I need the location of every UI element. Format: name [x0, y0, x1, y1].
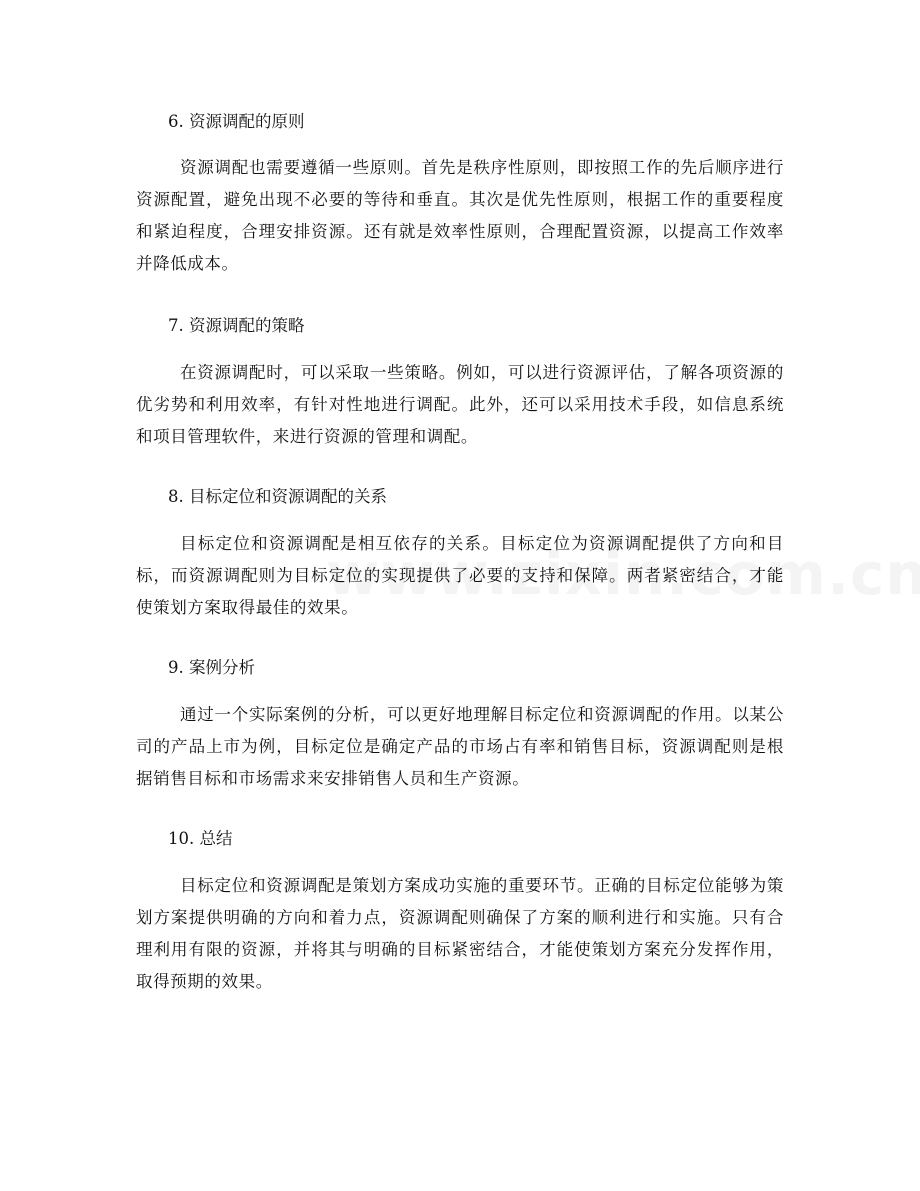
section-body-10: 目标定位和资源调配是策划方案成功实施的重要环节。正确的目标定位能够为策划方案提供明确的方向和着力点，资源调配则确保了方案的顺利进行和实施。只有合理利用有限的资源，并将其与明确的目标紧密结合，才能使策划方案充分发挥作用，取得预期的效果。 — [136, 876, 784, 991]
section-body-7: 在资源调配时，可以采取一些策略。例如，可以进行资源评估，了解各项资源的优劣势和利用效率，有针对性地进行调配。此外，还可以采用技术手段，如信息系统和项目管理软件，来进行资源的管理和调配。 — [136, 363, 784, 446]
section-body-9: 通过一个实际案例的分析，可以更好地理解目标定位和资源调配的作用。以某公司的产品上市为例，目标定位是确定产品的市场占有率和销售目标，资源调配则是根据销售目标和市场需求来安排销售人员和生产资源。 — [136, 705, 784, 788]
section-heading-7: 7. 资源调配的策略 — [168, 316, 305, 335]
section-body-6: 资源调配也需要遵循一些原则。首先是秩序性原则，即按照工作的先后顺序进行资源配置，避免出现不必要的等待和垂直。其次是优先性原则，根据工作的重要程度和紧迫程度，合理安排资源。还有就是效率性原则，合理配置资源，以提高工作效率并降低成本。 — [136, 158, 784, 273]
section-body-8: 目标定位和资源调配是相互依存的关系。目标定位为资源调配提供了方向和目标，而资源调配则为目标定位的实现提供了必要的支持和保障。两者紧密结合，才能使策划方案取得最佳的效果。 — [136, 534, 784, 617]
section-heading-6: 6. 资源调配的原则 — [168, 112, 305, 131]
section-heading-10: 10. 总结 — [168, 829, 233, 848]
section-heading-9: 9. 案例分析 — [168, 658, 255, 677]
section-heading-8: 8. 目标定位和资源调配的关系 — [168, 487, 387, 506]
